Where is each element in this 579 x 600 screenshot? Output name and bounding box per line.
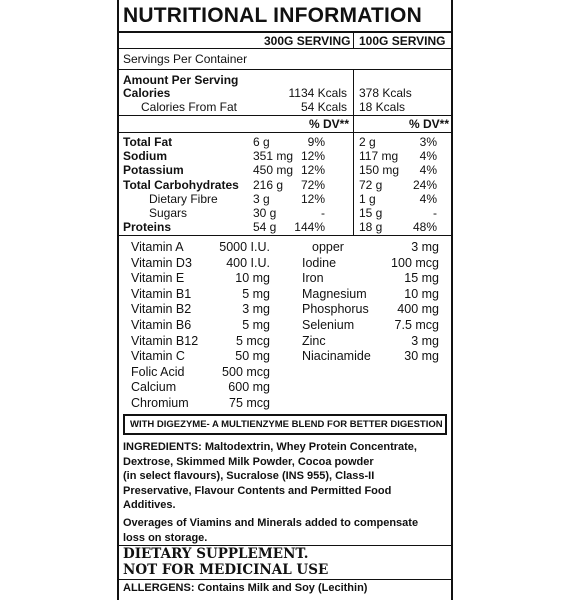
nutrient-dv-100g: 4% [419, 163, 437, 178]
nutrient-row [119, 135, 451, 149]
divider [119, 132, 451, 133]
mineral-value: 30 mg [404, 349, 439, 364]
dietary-supplement-line: DIETARY SUPPLEMENT. [123, 546, 309, 562]
overages-line: Overages of Viamins and Minerals added to compensate [123, 517, 419, 529]
mineral-value: 10 mg [404, 286, 439, 301]
vitamin-value: 400 I.U. [226, 255, 270, 270]
servings-per-container: Servings Per Container [123, 52, 248, 66]
not-medicinal-line: NOT FOR MEDICINAL USE [123, 562, 329, 578]
vitamin-value: 5000 I.U. [219, 240, 270, 254]
nutrient-dv-300g: - [321, 206, 325, 220]
calories-label: Calories [123, 86, 171, 100]
ingredients-line: INGREDIENTS: Maltodextrin, Whey Protein Concentrate, [123, 441, 417, 453]
nutrient-label: Total Fat [123, 135, 173, 149]
nutrient-dv-300g: 144% [294, 220, 325, 235]
amount-per-serving: Amount Per Serving [123, 73, 239, 87]
header-300g: 300G SERVING [264, 34, 351, 48]
vitamin-value: 5 mg [242, 318, 270, 332]
nutrient-qty-300g: 450 mg [253, 163, 294, 178]
nutrient-row [119, 178, 451, 192]
mineral-name: Phosphorus [302, 302, 369, 317]
header-100g: 100G SERVING [359, 34, 446, 48]
vitamin-name: Vitamin D3 [131, 255, 192, 270]
mineral-value: 400 mg [397, 302, 439, 317]
nutrient-dv-300g: 72% [300, 177, 325, 192]
dv-header-300g: % DV** [309, 117, 350, 131]
nutrient-qty-100g: 18 g [359, 220, 383, 235]
ingredients-line: (in select flavours), Sucralose (INS 955), Class-II [123, 470, 375, 482]
vitamin-value: 50 mg [235, 349, 270, 364]
mineral-value: 15 mg [404, 271, 439, 286]
nutrient-dv-100g: 3% [419, 135, 437, 149]
mineral-name: Zinc [302, 333, 326, 348]
nutrient-label: Dietary Fibre [149, 191, 218, 206]
mineral-value: 7.5 mcg [394, 318, 439, 332]
nutrient-qty-300g: 216 g [253, 177, 284, 192]
vitamin-name: Chromium [131, 396, 189, 410]
divider [119, 69, 451, 70]
allergens: ALLERGENS: Contains Milk and Soy (Lecithin) [123, 582, 368, 594]
divider [119, 48, 451, 49]
nutrient-dv-300g: 12% [300, 163, 325, 178]
nutrient-row [119, 220, 451, 234]
calories-300g: 1134 Kcals [288, 86, 347, 100]
nutrient-qty-100g: 1 g [359, 191, 376, 206]
mineral-name: Iron [302, 271, 324, 286]
divider [119, 31, 451, 33]
nutrient-label: Sodium [123, 149, 167, 164]
ingredients-line: Additives. [123, 499, 176, 511]
nutrient-dv-100g: 4% [419, 149, 437, 164]
ingredients-line: Preservative, Flavour Contents and Permitted Food [123, 484, 392, 497]
nutrient-dv-100g: 24% [412, 177, 437, 192]
nutrient-qty-100g: 15 g [359, 206, 383, 220]
label-title: NUTRITIONAL INFORMATION [123, 4, 422, 27]
enzyme-note: WITH DIGEZYME- A MULTIENZYME BLEND FOR BETTER DIGESTION [130, 419, 443, 430]
nutrient-label: Proteins [123, 220, 172, 235]
divider [119, 579, 451, 580]
vitamin-name: Vitamin E [131, 271, 185, 286]
nutrient-label: Total Carbohydrates [123, 177, 239, 192]
nutrient-row [119, 192, 451, 206]
nutrient-qty-100g: 2 g [359, 135, 376, 149]
ingredients [123, 440, 449, 513]
divider [119, 115, 451, 116]
mineral-value: 3 mg [411, 333, 439, 348]
vitamin-name: Vitamin B1 [131, 286, 192, 301]
nutrition-label [117, 0, 453, 600]
calories-fat-label: Calories From Fat [141, 100, 238, 114]
nutrient-dv-300g: 9% [307, 135, 325, 149]
enzyme-note-box [123, 414, 447, 435]
vitamin-name: Vitamin B2 [131, 302, 192, 317]
vitamin-value: 500 mcg [222, 364, 270, 379]
nutrient-qty-100g: 150 mg [359, 163, 400, 178]
nutrient-row [119, 149, 451, 163]
overages-line: loss on storage. [123, 531, 208, 544]
mineral-name: opper [312, 240, 344, 254]
nutrient-dv-100g: 48% [412, 220, 437, 235]
calories-row [119, 86, 451, 100]
nutrient-qty-300g: 351 mg [253, 149, 294, 164]
nutrient-qty-300g: 30 g [253, 206, 277, 220]
column-divider [353, 31, 354, 48]
nutrient-qty-300g: 3 g [253, 191, 270, 206]
nutrient-qty-300g: 6 g [253, 135, 270, 149]
nutrient-qty-100g: 72 g [359, 177, 383, 192]
nutrient-label: Potassium [123, 163, 184, 178]
nutrient-row [119, 163, 451, 177]
vitamin-value: 600 mg [228, 380, 270, 395]
nutrient-qty-300g: 54 g [253, 220, 277, 235]
vitamin-name: Vitamin C [131, 349, 185, 364]
calories-fat-300g: 54 Kcals [300, 100, 347, 114]
mineral-name: Niacinamide [302, 349, 371, 364]
nutrient-qty-100g: 117 mg [359, 149, 399, 164]
vitamin-name: Vitamin B6 [131, 318, 192, 332]
ingredients-line: Dextrose, Skimmed Milk Powder, Cocoa powder [123, 455, 374, 468]
calories-fat-100g: 18 Kcals [359, 100, 406, 114]
mineral-value: 3 mg [411, 240, 439, 254]
mineral-name: Selenium [302, 318, 355, 332]
vitamin-value: 75 mcg [229, 396, 270, 410]
nutrient-dv-100g: - [433, 206, 437, 220]
nutrient-dv-300g: 12% [300, 149, 325, 164]
nutrient-row [119, 206, 451, 220]
overages-note [123, 516, 449, 545]
vitamin-value: 5 mcg [235, 333, 270, 348]
divider [119, 235, 451, 236]
nutrient-label: Sugars [149, 206, 188, 220]
mineral-name: Magnesium [302, 286, 367, 301]
vitamin-name: Folic Acid [131, 364, 185, 379]
vitamin-value: 5 mg [242, 286, 270, 301]
vitamin-value: 3 mg [242, 302, 270, 317]
vitamin-name: Vitamin B12 [131, 333, 199, 348]
nutrient-dv-300g: 12% [300, 191, 325, 206]
calories-fat-row [119, 100, 451, 114]
calories-100g: 378 Kcals [359, 86, 412, 100]
dv-header-100g: % DV** [409, 117, 450, 131]
nutrient-dv-100g: 4% [419, 191, 437, 206]
mineral-name: Iodine [302, 255, 337, 270]
mineral-value: 100 mcg [391, 255, 439, 270]
vitamin-name: Vitamin A [131, 240, 184, 254]
vitamin-name: Calcium [131, 380, 177, 395]
vitamin-value: 10 mg [235, 271, 270, 286]
